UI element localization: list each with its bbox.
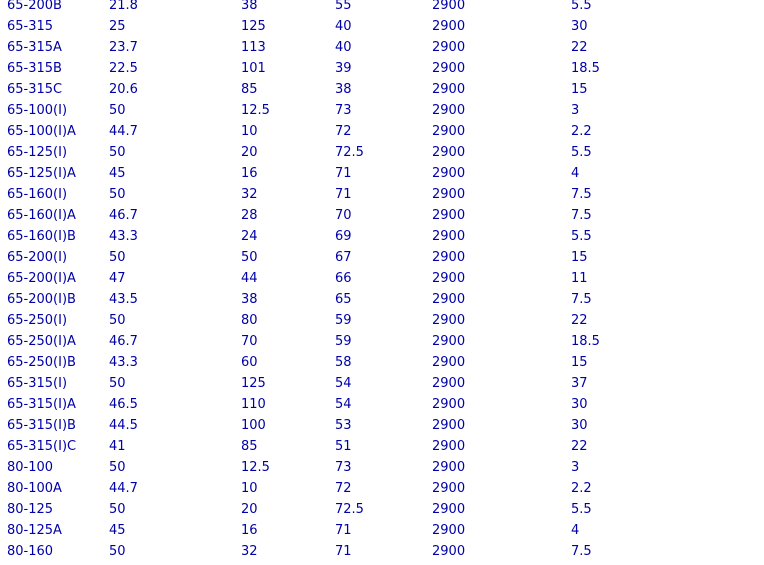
power-cell: 37 (571, 376, 588, 391)
model-cell: 80-125A (7, 523, 62, 538)
flow-cell: 23.7 (109, 40, 138, 55)
head-cell: 38 (241, 0, 258, 13)
model-cell: 65-315(I) (7, 376, 68, 391)
speed-cell: 2900 (432, 145, 466, 160)
power-cell: 5.5 (571, 502, 592, 517)
efficiency-cell: 54 (335, 397, 352, 412)
efficiency-cell: 71 (335, 523, 352, 538)
flow-cell: 45 (109, 166, 126, 181)
model-cell: 65-315(I)C (7, 439, 77, 454)
table-row (0, 163, 764, 184)
head-cell: 85 (241, 82, 258, 97)
power-cell: 30 (571, 418, 588, 433)
speed-cell: 2900 (432, 334, 466, 349)
efficiency-cell: 72 (335, 481, 352, 496)
flow-cell: 44.7 (109, 124, 138, 139)
head-cell: 60 (241, 355, 258, 370)
model-cell: 65-315(I)A (7, 397, 76, 412)
table-row (0, 58, 764, 79)
efficiency-cell: 72.5 (335, 145, 364, 160)
model-cell: 65-100(I)A (7, 124, 76, 139)
model-cell: 65-250(I)A (7, 334, 76, 349)
model-cell: 65-200B (7, 0, 62, 13)
flow-cell: 21.8 (109, 0, 138, 13)
table-row (0, 0, 764, 16)
table-row (0, 142, 764, 163)
speed-cell: 2900 (432, 124, 466, 139)
table-row (0, 331, 764, 352)
speed-cell: 2900 (432, 229, 466, 244)
power-cell: 3 (571, 103, 580, 118)
table-row (0, 436, 764, 457)
model-cell: 80-100A (7, 481, 62, 496)
speed-cell: 2900 (432, 376, 466, 391)
head-cell: 125 (241, 376, 266, 391)
power-cell: 15 (571, 355, 588, 370)
speed-cell: 2900 (432, 208, 466, 223)
model-cell: 65-160(I)A (7, 208, 76, 223)
model-cell: 80-160 (7, 544, 54, 559)
model-cell: 65-200(I)B (7, 292, 76, 307)
flow-cell: 41 (109, 439, 126, 454)
efficiency-cell: 65 (335, 292, 352, 307)
head-cell: 101 (241, 61, 266, 76)
power-cell: 22 (571, 40, 588, 55)
power-cell: 5.5 (571, 229, 592, 244)
table-row (0, 184, 764, 205)
table-row (0, 100, 764, 121)
power-cell: 2.2 (571, 481, 592, 496)
power-cell: 22 (571, 439, 588, 454)
flow-cell: 46.7 (109, 208, 138, 223)
table-row (0, 310, 764, 331)
table-row (0, 541, 764, 562)
head-cell: 24 (241, 229, 258, 244)
efficiency-cell: 73 (335, 103, 352, 118)
model-cell: 65-315A (7, 40, 62, 55)
flow-cell: 50 (109, 376, 126, 391)
flow-cell: 50 (109, 502, 126, 517)
flow-cell: 50 (109, 544, 126, 559)
head-cell: 125 (241, 19, 266, 34)
head-cell: 113 (241, 40, 266, 55)
efficiency-cell: 38 (335, 82, 352, 97)
table-row (0, 373, 764, 394)
speed-cell: 2900 (432, 0, 466, 13)
model-cell: 65-315B (7, 61, 62, 76)
flow-cell: 44.7 (109, 481, 138, 496)
power-cell: 18.5 (571, 334, 600, 349)
flow-cell: 43.3 (109, 229, 138, 244)
efficiency-cell: 72.5 (335, 502, 364, 517)
efficiency-cell: 67 (335, 250, 352, 265)
speed-cell: 2900 (432, 271, 466, 286)
power-cell: 4 (571, 523, 580, 538)
flow-cell: 22.5 (109, 61, 138, 76)
head-cell: 44 (241, 271, 258, 286)
model-cell: 65-315 (7, 19, 54, 34)
power-cell: 15 (571, 82, 588, 97)
model-cell: 65-125(I) (7, 145, 68, 160)
flow-cell: 50 (109, 103, 126, 118)
efficiency-cell: 69 (335, 229, 352, 244)
flow-cell: 45 (109, 523, 126, 538)
flow-cell: 50 (109, 250, 126, 265)
head-cell: 100 (241, 418, 266, 433)
speed-cell: 2900 (432, 82, 466, 97)
efficiency-cell: 58 (335, 355, 352, 370)
flow-cell: 50 (109, 460, 126, 475)
head-cell: 12.5 (241, 103, 270, 118)
flow-cell: 25 (109, 19, 126, 34)
power-cell: 5.5 (571, 145, 592, 160)
table-row (0, 415, 764, 436)
table-row (0, 478, 764, 499)
efficiency-cell: 55 (335, 0, 352, 13)
flow-cell: 43.5 (109, 292, 138, 307)
table-row (0, 268, 764, 289)
head-cell: 80 (241, 313, 258, 328)
speed-cell: 2900 (432, 292, 466, 307)
head-cell: 110 (241, 397, 266, 412)
efficiency-cell: 53 (335, 418, 352, 433)
power-cell: 7.5 (571, 292, 592, 307)
power-cell: 18.5 (571, 61, 600, 76)
speed-cell: 2900 (432, 19, 466, 34)
speed-cell: 2900 (432, 313, 466, 328)
table-row (0, 520, 764, 541)
power-cell: 5.5 (571, 0, 592, 13)
speed-cell: 2900 (432, 103, 466, 118)
head-cell: 20 (241, 502, 258, 517)
speed-cell: 2900 (432, 439, 466, 454)
head-cell: 10 (241, 481, 258, 496)
speed-cell: 2900 (432, 544, 466, 559)
model-cell: 65-315C (7, 82, 63, 97)
flow-cell: 43.3 (109, 355, 138, 370)
efficiency-cell: 40 (335, 40, 352, 55)
efficiency-cell: 40 (335, 19, 352, 34)
efficiency-cell: 71 (335, 187, 352, 202)
speed-cell: 2900 (432, 40, 466, 55)
table-row (0, 205, 764, 226)
power-cell: 22 (571, 313, 588, 328)
flow-cell: 46.7 (109, 334, 138, 349)
table-row (0, 79, 764, 100)
power-cell: 4 (571, 166, 580, 181)
head-cell: 32 (241, 544, 258, 559)
head-cell: 32 (241, 187, 258, 202)
head-cell: 20 (241, 145, 258, 160)
model-cell: 65-315(I)B (7, 418, 76, 433)
power-cell: 30 (571, 19, 588, 34)
flow-cell: 46.5 (109, 397, 138, 412)
power-cell: 7.5 (571, 544, 592, 559)
speed-cell: 2900 (432, 523, 466, 538)
table-row (0, 394, 764, 415)
table-row (0, 121, 764, 142)
head-cell: 70 (241, 334, 258, 349)
efficiency-cell: 59 (335, 313, 352, 328)
power-cell: 15 (571, 250, 588, 265)
flow-cell: 50 (109, 313, 126, 328)
efficiency-cell: 72 (335, 124, 352, 139)
speed-cell: 2900 (432, 481, 466, 496)
speed-cell: 2900 (432, 460, 466, 475)
power-cell: 30 (571, 397, 588, 412)
model-cell: 65-250(I)B (7, 355, 76, 370)
table-row (0, 289, 764, 310)
model-cell: 65-250(I) (7, 313, 68, 328)
head-cell: 85 (241, 439, 258, 454)
model-cell: 65-160(I)B (7, 229, 76, 244)
speed-cell: 2900 (432, 187, 466, 202)
model-cell: 80-125 (7, 502, 54, 517)
table-row (0, 247, 764, 268)
power-cell: 2.2 (571, 124, 592, 139)
efficiency-cell: 73 (335, 460, 352, 475)
head-cell: 16 (241, 166, 258, 181)
power-cell: 11 (571, 271, 588, 286)
model-cell: 80-100 (7, 460, 54, 475)
head-cell: 38 (241, 292, 258, 307)
model-cell: 65-125(I)A (7, 166, 76, 181)
efficiency-cell: 39 (335, 61, 352, 76)
table-row (0, 16, 764, 37)
efficiency-cell: 51 (335, 439, 352, 454)
speed-cell: 2900 (432, 397, 466, 412)
speed-cell: 2900 (432, 61, 466, 76)
head-cell: 10 (241, 124, 258, 139)
efficiency-cell: 59 (335, 334, 352, 349)
head-cell: 28 (241, 208, 258, 223)
table-row (0, 499, 764, 520)
head-cell: 16 (241, 523, 258, 538)
flow-cell: 47 (109, 271, 126, 286)
model-cell: 65-100(I) (7, 103, 68, 118)
speed-cell: 2900 (432, 418, 466, 433)
speed-cell: 2900 (432, 355, 466, 370)
speed-cell: 2900 (432, 166, 466, 181)
model-cell: 65-200(I)A (7, 271, 76, 286)
efficiency-cell: 54 (335, 376, 352, 391)
model-cell: 65-200(I) (7, 250, 68, 265)
flow-cell: 50 (109, 187, 126, 202)
head-cell: 12.5 (241, 460, 270, 475)
table-row (0, 226, 764, 247)
flow-cell: 20.6 (109, 82, 138, 97)
efficiency-cell: 71 (335, 166, 352, 181)
power-cell: 3 (571, 460, 580, 475)
table-row (0, 457, 764, 478)
power-cell: 7.5 (571, 187, 592, 202)
model-cell: 65-160(I) (7, 187, 68, 202)
head-cell: 50 (241, 250, 258, 265)
efficiency-cell: 70 (335, 208, 352, 223)
speed-cell: 2900 (432, 250, 466, 265)
efficiency-cell: 66 (335, 271, 352, 286)
power-cell: 7.5 (571, 208, 592, 223)
flow-cell: 44.5 (109, 418, 138, 433)
flow-cell: 50 (109, 145, 126, 160)
speed-cell: 2900 (432, 502, 466, 517)
efficiency-cell: 71 (335, 544, 352, 559)
table-row (0, 352, 764, 373)
table-row (0, 37, 764, 58)
